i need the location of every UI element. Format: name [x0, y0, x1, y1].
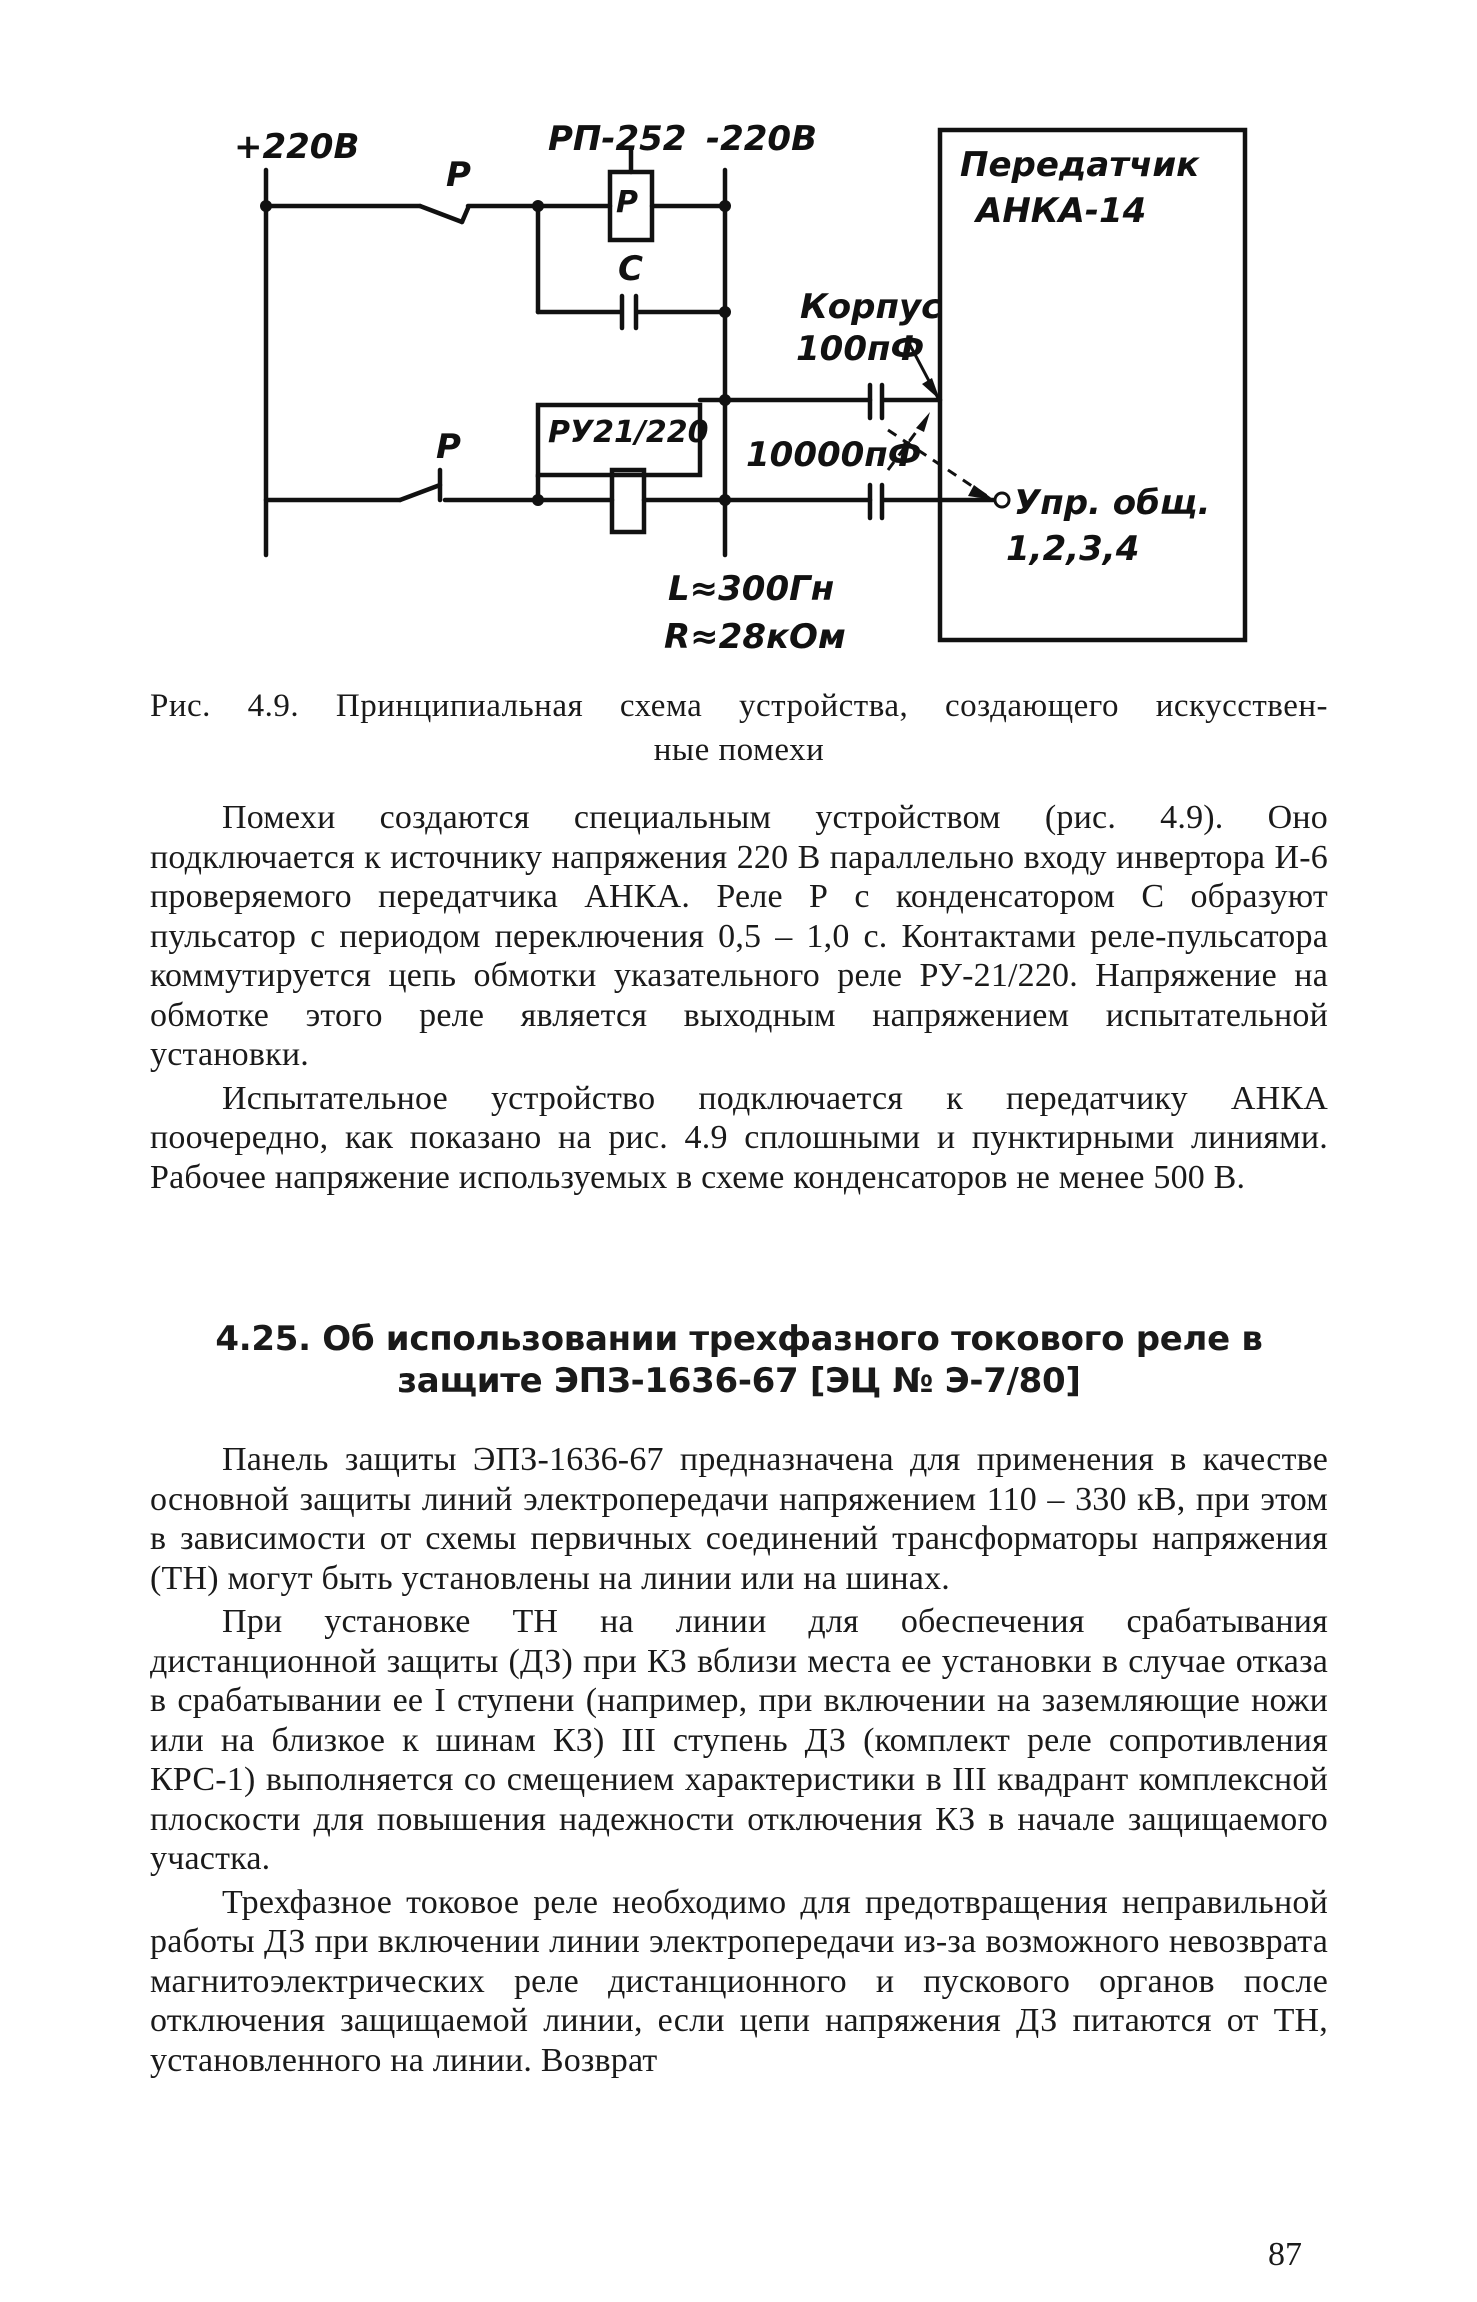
junction-dot	[532, 200, 544, 212]
paragraph: Панель защиты ЭПЗ-1636-67 предназначена для применения в качестве основной защиты линий электропередачи напряжением 110 – 330 кВ, при этом в зависимости от схемы первичных соединений трансформаторы напряжения (ТН) могут быть установлены на линии или на шинах.	[150, 1441, 1328, 1597]
label-inductance: L≈300Гн	[668, 569, 835, 609]
label-capacitor-c: С	[618, 249, 643, 289]
circuit-figure	[0, 0, 1477, 690]
paragraph: При установке ТН на линии для обеспечения срабатывания дистанционной защиты (ДЗ) при КЗ вблизи места ее установки в случае отказа в срабатывании ее I ступени (например, при включении на заземляющие ножи или на близкое к шинам КЗ) III ступень ДЗ (комплект реле сопротивления КРС-1) выполняется со смещением характеристики в III квадрант комплексной плоскости для повышения надежности отключения КЗ в начале защищаемого участка.	[150, 1603, 1328, 1877]
junction-dot	[719, 200, 731, 212]
paragraph: Испытательное устройство подключается к передатчику АНКА поочередно, как показано на рис. 4.9 сплошными и пунктирными линиями. Рабочее напряжение используемых в схеме конденсаторов не менее 500 В.	[150, 1079, 1328, 1196]
label-cap-10000: 10000пФ	[746, 435, 922, 475]
label-relay-p-bottom: Р	[436, 427, 461, 467]
label-minus-220: -220В	[706, 119, 817, 159]
paragraph: Трехфазное токовое реле необходимо для предотвращения неправильной работы ДЗ при включении линии электропередачи из-за возможного невозврата магнитоэлектрических реле дистанционного и пускового органов после отключения защищаемой линии, если цепи напряжения ДЗ питаются от ТН, установленного на линии. Возврат	[150, 1883, 1328, 2079]
label-cap-100: 100пФ	[796, 329, 925, 369]
switch-bottom-blade	[400, 485, 440, 500]
caption-line-2: ные помехи	[653, 732, 825, 768]
figure-caption	[150, 684, 1328, 772]
paragraph: Помехи создаются специальным устройством (рис. 4.9). Оно подключается к источнику напряжения 220 В параллельно входу инвертора И-6 проверяемого передатчика АНКА. Реле Р с конденсатором С образуют пульсатор с периодом переключения 0,5 – 1,0 с. Контактами реле-пульсатора коммутируется цепь обмотки указательного реле РУ-21/220. Напряжение на обмотке этого реле является выходным напряжением испытательной установки.	[150, 799, 1328, 1073]
caption-line-1: Рис. 4.9. Принципиальная схема устройства, создающего искусствен-	[150, 688, 1328, 724]
junction-dot	[719, 494, 731, 506]
junction-dot	[719, 306, 731, 318]
junction-dot	[260, 200, 272, 212]
junction-dot	[719, 394, 731, 406]
section-heading	[150, 1318, 1328, 1402]
ru-coil	[612, 470, 644, 532]
label-transmitter-1: Передатчик	[960, 145, 1200, 185]
label-korpus: Корпус	[800, 287, 942, 327]
heading-line-1: 4.25. Об использовании трехфазного токового реле в	[215, 1319, 1263, 1359]
junction-dot	[532, 494, 544, 506]
heading-line-2: защите ЭПЗ-1636-67 [ЭЦ № Э-7/80]	[397, 1361, 1081, 1401]
arrow-head-dashed1	[916, 412, 930, 432]
switch-top-contact	[462, 208, 468, 222]
switch-top-blade	[420, 206, 462, 222]
section-2-text	[150, 1440, 1328, 2080]
arrow-head-korpus	[922, 378, 940, 400]
label-upr: Упр. общ.	[1014, 483, 1211, 523]
label-nums: 1,2,3,4	[1006, 529, 1140, 569]
page-number: 87	[1268, 2236, 1302, 2273]
section-1-text	[150, 798, 1328, 1197]
label-relay-p-top: Р	[446, 155, 471, 195]
label-transmitter-2: АНКА-14	[976, 191, 1147, 231]
upr-terminal	[995, 493, 1009, 507]
label-rp252: РП-252	[548, 119, 687, 159]
label-resistance: R≈28кОм	[664, 617, 846, 657]
label-ru: РУ21/220	[548, 415, 709, 450]
label-plus-220: +220В	[234, 127, 360, 167]
label-relay-box: Р	[616, 185, 638, 220]
